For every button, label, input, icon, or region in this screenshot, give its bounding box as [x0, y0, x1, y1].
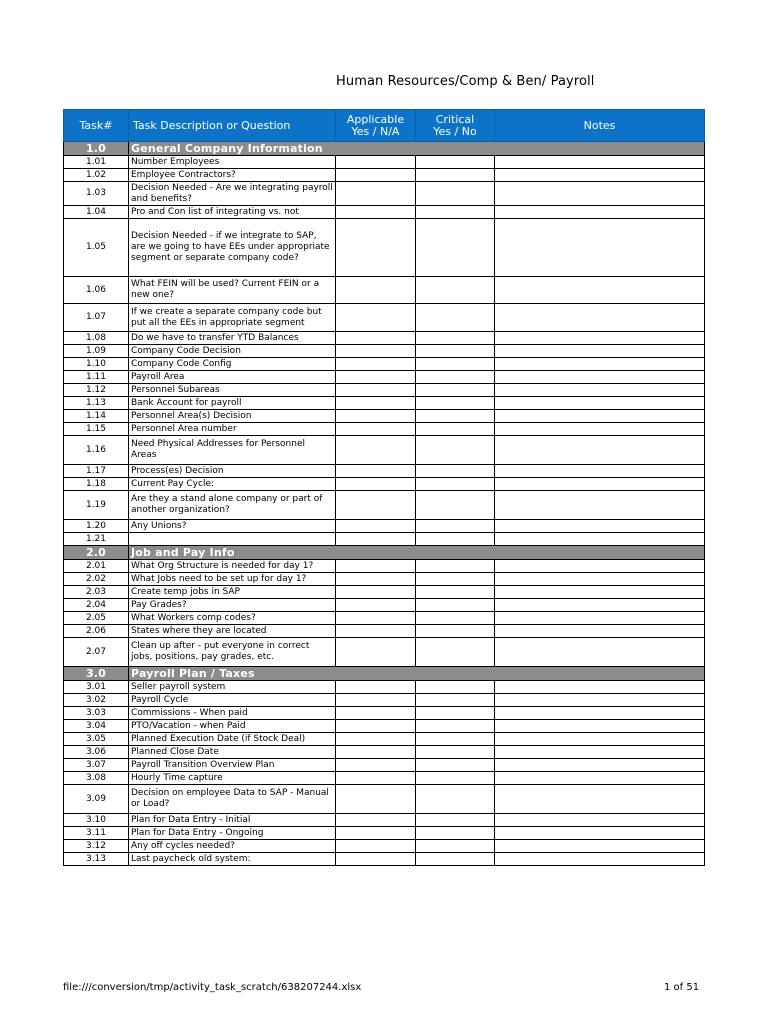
table-row [64, 573, 705, 586]
footer-page-number: 1 of 51 [664, 982, 700, 993]
task-number-cell: 1.18 [64, 478, 129, 491]
notes-cell[interactable] [495, 332, 705, 345]
task-description-cell: Personnel Subareas [129, 384, 336, 397]
table-row [64, 182, 705, 206]
notes-cell[interactable] [495, 371, 705, 384]
task-number-cell: 3.10 [64, 814, 129, 827]
applicable-cell[interactable] [336, 560, 416, 573]
applicable-cell[interactable] [336, 599, 416, 612]
task-number-cell: 1.10 [64, 358, 129, 371]
table-row [64, 785, 705, 814]
task-description-cell: Company Code Config [129, 358, 336, 371]
notes-cell[interactable] [495, 827, 705, 840]
applicable-cell[interactable] [336, 219, 416, 277]
task-number-cell: 1.09 [64, 345, 129, 358]
section-title: Job and Pay Info [129, 546, 705, 560]
task-description-cell: Seller payroll system [129, 681, 336, 694]
task-description-cell: Payroll Transition Overview Plan [129, 759, 336, 772]
table-row [64, 533, 705, 546]
applicable-cell[interactable] [336, 746, 416, 759]
critical-cell[interactable] [416, 840, 495, 853]
col-header-task: Task# [64, 110, 129, 142]
task-number-cell: 1.01 [64, 156, 129, 169]
critical-cell[interactable] [416, 436, 495, 465]
task-number-cell: 3.13 [64, 853, 129, 866]
applicable-cell[interactable] [336, 853, 416, 866]
table-row [64, 491, 705, 520]
table-row [64, 371, 705, 384]
footer-file-path: file:///conversion/tmp/activity_task_scratch/638207244.xlsx [63, 982, 362, 993]
table-row [64, 206, 705, 219]
critical-cell[interactable] [416, 827, 495, 840]
critical-cell[interactable] [416, 814, 495, 827]
table-row [64, 520, 705, 533]
notes-cell[interactable] [495, 436, 705, 465]
critical-cell[interactable] [416, 599, 495, 612]
critical-cell[interactable] [416, 277, 495, 304]
section-number: 2.0 [64, 546, 129, 560]
notes-cell[interactable] [495, 156, 705, 169]
table-row [64, 612, 705, 625]
critical-cell[interactable] [416, 759, 495, 772]
table-row [64, 478, 705, 491]
task-description-cell: PTO/Vacation - when Paid [129, 720, 336, 733]
task-description-cell: States where they are located [129, 625, 336, 638]
critical-cell[interactable] [416, 371, 495, 384]
table-row [64, 410, 705, 423]
task-number-cell: 3.06 [64, 746, 129, 759]
task-number-cell: 2.03 [64, 586, 129, 599]
task-number-cell: 3.07 [64, 759, 129, 772]
task-number-cell: 3.08 [64, 772, 129, 785]
task-description-cell: Clean up after - put everyone in correct jobs, positions, pay grades, etc. [129, 638, 336, 667]
critical-cell[interactable] [416, 491, 495, 520]
critical-cell[interactable] [416, 478, 495, 491]
applicable-cell[interactable] [336, 277, 416, 304]
table-row [64, 156, 705, 169]
notes-cell[interactable] [495, 625, 705, 638]
table-row [64, 465, 705, 478]
applicable-cell[interactable] [336, 410, 416, 423]
task-description-cell: Plan for Data Entry - Initial [129, 814, 336, 827]
applicable-cell[interactable] [336, 625, 416, 638]
notes-cell[interactable] [495, 423, 705, 436]
col-header-notes: Notes [495, 110, 705, 142]
section-row [64, 142, 705, 156]
task-description-cell: Payroll Cycle [129, 694, 336, 707]
task-number-cell: 1.11 [64, 371, 129, 384]
table-row [64, 599, 705, 612]
notes-cell[interactable] [495, 520, 705, 533]
task-description-cell: Are they a stand alone company or part of another organization? [129, 491, 336, 520]
notes-cell[interactable] [495, 397, 705, 410]
critical-cell[interactable] [416, 156, 495, 169]
table-row [64, 746, 705, 759]
applicable-cell[interactable] [336, 759, 416, 772]
page-title: Human Resources/Comp & Ben/ Payroll [336, 74, 595, 89]
critical-cell[interactable] [416, 169, 495, 182]
task-number-cell: 3.11 [64, 827, 129, 840]
task-number-cell: 3.03 [64, 707, 129, 720]
critical-cell[interactable] [416, 332, 495, 345]
critical-cell[interactable] [416, 694, 495, 707]
task-description-cell: Plan for Data Entry - Ongoing [129, 827, 336, 840]
task-description-cell: What Org Structure is needed for day 1? [129, 560, 336, 573]
table-row [64, 694, 705, 707]
task-number-cell: 1.16 [64, 436, 129, 465]
task-description-cell: What FEIN will be used? Current FEIN or a new one? [129, 277, 336, 304]
task-number-cell: 1.21 [64, 533, 129, 546]
critical-cell[interactable] [416, 219, 495, 277]
task-description-cell: Decision Needed - Are we integrating payroll and benefits? [129, 182, 336, 206]
notes-cell[interactable] [495, 707, 705, 720]
table-row [64, 772, 705, 785]
task-number-cell: 1.17 [64, 465, 129, 478]
task-number-cell: 1.20 [64, 520, 129, 533]
notes-cell[interactable] [495, 182, 705, 206]
notes-cell[interactable] [495, 772, 705, 785]
critical-cell[interactable] [416, 423, 495, 436]
critical-cell[interactable] [416, 304, 495, 332]
task-number-cell: 2.06 [64, 625, 129, 638]
task-number-cell: 1.03 [64, 182, 129, 206]
notes-cell[interactable] [495, 560, 705, 573]
applicable-cell[interactable] [336, 436, 416, 465]
notes-cell[interactable] [495, 169, 705, 182]
critical-cell[interactable] [416, 772, 495, 785]
notes-cell[interactable] [495, 694, 705, 707]
section-title: General Company Information [129, 142, 705, 156]
section-number: 3.0 [64, 667, 129, 681]
task-description-cell: Any off cycles needed? [129, 840, 336, 853]
task-number-cell: 1.14 [64, 410, 129, 423]
applicable-cell[interactable] [336, 358, 416, 371]
critical-cell[interactable] [416, 182, 495, 206]
task-description-cell [129, 533, 336, 546]
applicable-cell[interactable] [336, 785, 416, 814]
applicable-cell[interactable] [336, 397, 416, 410]
critical-cell[interactable] [416, 560, 495, 573]
task-description-cell: Current Pay Cycle: [129, 478, 336, 491]
notes-cell[interactable] [495, 478, 705, 491]
task-description-cell: Create temp jobs in SAP [129, 586, 336, 599]
applicable-cell[interactable] [336, 156, 416, 169]
notes-cell[interactable] [495, 410, 705, 423]
notes-cell[interactable] [495, 533, 705, 546]
notes-cell[interactable] [495, 573, 705, 586]
col-header-description: Task Description or Question [129, 110, 336, 142]
task-number-cell: 3.09 [64, 785, 129, 814]
table-row [64, 358, 705, 371]
notes-cell[interactable] [495, 612, 705, 625]
notes-cell[interactable] [495, 785, 705, 814]
notes-cell[interactable] [495, 384, 705, 397]
critical-cell[interactable] [416, 746, 495, 759]
task-description-cell: What Workers comp codes? [129, 612, 336, 625]
table-row [64, 277, 705, 304]
table-row [64, 853, 705, 866]
applicable-cell[interactable] [336, 733, 416, 746]
critical-cell[interactable] [416, 573, 495, 586]
task-number-cell: 3.05 [64, 733, 129, 746]
task-table [63, 109, 705, 866]
task-description-cell: Payroll Area [129, 371, 336, 384]
applicable-cell[interactable] [336, 772, 416, 785]
task-number-cell: 2.05 [64, 612, 129, 625]
applicable-cell[interactable] [336, 586, 416, 599]
task-number-cell: 1.05 [64, 219, 129, 277]
applicable-cell[interactable] [336, 612, 416, 625]
col-header-applicable: Applicable Yes / N/A [336, 110, 416, 142]
notes-cell[interactable] [495, 277, 705, 304]
applicable-cell[interactable] [336, 681, 416, 694]
table-row [64, 625, 705, 638]
notes-cell[interactable] [495, 304, 705, 332]
task-number-cell: 1.19 [64, 491, 129, 520]
applicable-cell[interactable] [336, 182, 416, 206]
task-description-cell: Hourly Time capture [129, 772, 336, 785]
table-row [64, 436, 705, 465]
applicable-cell[interactable] [336, 533, 416, 546]
table-row [64, 345, 705, 358]
table-row [64, 681, 705, 694]
notes-cell[interactable] [495, 206, 705, 219]
task-number-cell: 2.07 [64, 638, 129, 667]
critical-cell[interactable] [416, 612, 495, 625]
task-number-cell: 2.04 [64, 599, 129, 612]
critical-cell[interactable] [416, 520, 495, 533]
table-row [64, 560, 705, 573]
task-number-cell: 2.02 [64, 573, 129, 586]
header-row [64, 110, 705, 142]
notes-cell[interactable] [495, 491, 705, 520]
task-description-cell: Pay Grades? [129, 599, 336, 612]
critical-cell[interactable] [416, 397, 495, 410]
task-description-cell: Personnel Area number [129, 423, 336, 436]
table-row [64, 733, 705, 746]
notes-cell[interactable] [495, 219, 705, 277]
applicable-cell[interactable] [336, 345, 416, 358]
table-row [64, 169, 705, 182]
applicable-cell[interactable] [336, 206, 416, 219]
task-number-cell: 1.02 [64, 169, 129, 182]
applicable-cell[interactable] [336, 520, 416, 533]
task-number-cell: 3.12 [64, 840, 129, 853]
table-row [64, 219, 705, 277]
task-description-cell: Any Unions? [129, 520, 336, 533]
task-description-cell: If we create a separate company code but put all the EEs in appropriate segment [129, 304, 336, 332]
table-row [64, 759, 705, 772]
applicable-cell[interactable] [336, 423, 416, 436]
task-description-cell: Need Physical Addresses for Personnel Areas [129, 436, 336, 465]
applicable-cell[interactable] [336, 169, 416, 182]
task-description-cell: Planned Close Date [129, 746, 336, 759]
section-row [64, 667, 705, 681]
task-number-cell: 3.01 [64, 681, 129, 694]
critical-cell[interactable] [416, 345, 495, 358]
critical-cell[interactable] [416, 720, 495, 733]
critical-cell[interactable] [416, 638, 495, 667]
task-number-cell: 1.06 [64, 277, 129, 304]
applicable-cell[interactable] [336, 638, 416, 667]
critical-cell[interactable] [416, 853, 495, 866]
table-row [64, 720, 705, 733]
applicable-cell[interactable] [336, 384, 416, 397]
critical-cell[interactable] [416, 533, 495, 546]
task-description-cell: Do we have to transfer YTD Balances [129, 332, 336, 345]
task-description-cell: Bank Account for payroll [129, 397, 336, 410]
task-number-cell: 1.15 [64, 423, 129, 436]
task-description-cell: Pro and Con list of integrating vs. not [129, 206, 336, 219]
task-description-cell: Last paycheck old system: [129, 853, 336, 866]
table-row [64, 707, 705, 720]
table-row [64, 586, 705, 599]
applicable-cell[interactable] [336, 371, 416, 384]
applicable-cell[interactable] [336, 814, 416, 827]
critical-cell[interactable] [416, 465, 495, 478]
task-description-cell: What Jobs need to be set up for day 1? [129, 573, 336, 586]
table-row [64, 332, 705, 345]
task-description-cell: Decision on employee Data to SAP - Manual or Load? [129, 785, 336, 814]
section-row [64, 546, 705, 560]
critical-cell[interactable] [416, 358, 495, 371]
applicable-cell[interactable] [336, 840, 416, 853]
task-description-cell: Number Employees [129, 156, 336, 169]
notes-cell[interactable] [495, 465, 705, 478]
applicable-cell[interactable] [336, 720, 416, 733]
table-body [64, 142, 705, 866]
critical-cell[interactable] [416, 206, 495, 219]
applicable-cell[interactable] [336, 491, 416, 520]
task-number-cell: 3.04 [64, 720, 129, 733]
notes-cell[interactable] [495, 733, 705, 746]
task-number-cell: 1.07 [64, 304, 129, 332]
notes-cell[interactable] [495, 681, 705, 694]
table-row [64, 397, 705, 410]
table-row [64, 827, 705, 840]
notes-cell[interactable] [495, 853, 705, 866]
section-number: 1.0 [64, 142, 129, 156]
col-header-critical: Critical Yes / No [416, 110, 495, 142]
critical-cell[interactable] [416, 707, 495, 720]
applicable-cell[interactable] [336, 478, 416, 491]
task-description-cell: Planned Execution Date (if Stock Deal) [129, 733, 336, 746]
applicable-cell[interactable] [336, 332, 416, 345]
notes-cell[interactable] [495, 746, 705, 759]
notes-cell[interactable] [495, 759, 705, 772]
task-number-cell: 1.13 [64, 397, 129, 410]
task-description-cell: Employee Contractors? [129, 169, 336, 182]
critical-cell[interactable] [416, 681, 495, 694]
critical-cell[interactable] [416, 410, 495, 423]
applicable-cell[interactable] [336, 465, 416, 478]
notes-cell[interactable] [495, 638, 705, 667]
task-number-cell: 1.12 [64, 384, 129, 397]
table-row [64, 638, 705, 667]
notes-cell[interactable] [495, 345, 705, 358]
critical-cell[interactable] [416, 733, 495, 746]
table-row [64, 384, 705, 397]
applicable-cell[interactable] [336, 573, 416, 586]
notes-cell[interactable] [495, 720, 705, 733]
task-number-cell: 1.04 [64, 206, 129, 219]
notes-cell[interactable] [495, 599, 705, 612]
table-row [64, 423, 705, 436]
task-description-cell: Decision Needed - if we integrate to SAP, are we going to have EEs under appropriate segment or separate company code? [129, 219, 336, 277]
critical-cell[interactable] [416, 384, 495, 397]
applicable-cell[interactable] [336, 694, 416, 707]
task-description-cell: Personnel Area(s) Decision [129, 410, 336, 423]
notes-cell[interactable] [495, 358, 705, 371]
notes-cell[interactable] [495, 814, 705, 827]
applicable-cell[interactable] [336, 827, 416, 840]
table-row [64, 304, 705, 332]
section-title: Payroll Plan / Taxes [129, 667, 705, 681]
applicable-cell[interactable] [336, 304, 416, 332]
table-row [64, 840, 705, 853]
task-number-cell: 2.01 [64, 560, 129, 573]
critical-cell[interactable] [416, 586, 495, 599]
task-number-cell: 1.08 [64, 332, 129, 345]
notes-cell[interactable] [495, 840, 705, 853]
critical-cell[interactable] [416, 785, 495, 814]
task-description-cell: Process(es) Decision [129, 465, 336, 478]
task-description-cell: Company Code Decision [129, 345, 336, 358]
notes-cell[interactable] [495, 586, 705, 599]
applicable-cell[interactable] [336, 707, 416, 720]
table-row [64, 814, 705, 827]
task-description-cell: Commissions - When paid [129, 707, 336, 720]
task-number-cell: 3.02 [64, 694, 129, 707]
critical-cell[interactable] [416, 625, 495, 638]
